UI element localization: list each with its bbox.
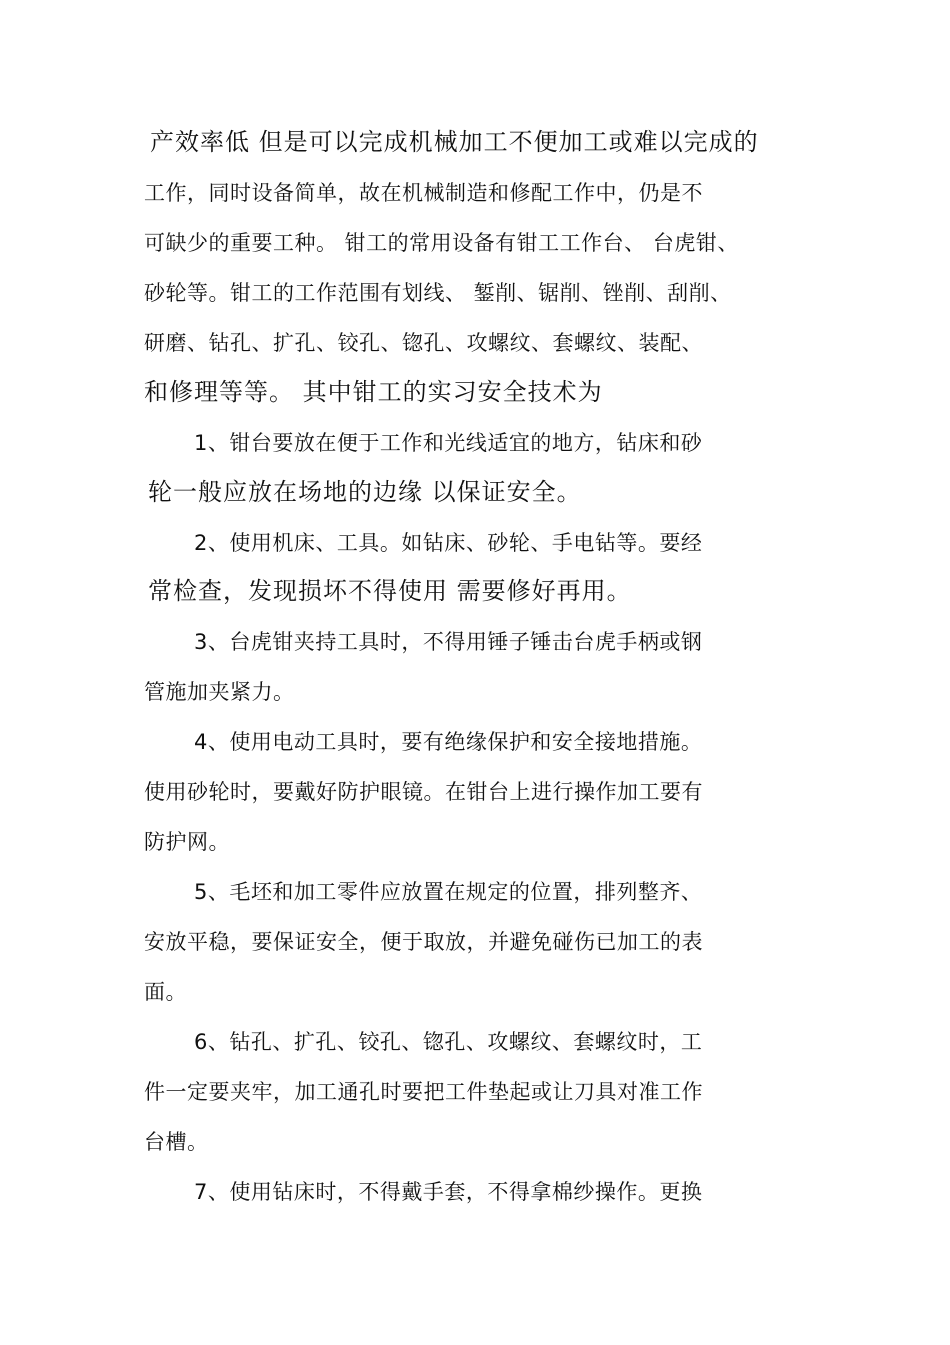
text-line-4: 砂轮等。钳工的工作范围有划线、 錾削、锯削、锉削、刮削、 bbox=[144, 281, 732, 305]
text-line-11: 3、台虎钳夹持工具时，不得用锤子锤击台虎手柄或钢 bbox=[194, 630, 703, 654]
text-line-2: 工作，同时设备简单，故在机械制造和修配工作中，仍是不 bbox=[144, 181, 703, 205]
text-line-17: 安放平稳，要保证安全，便于取放，并避免碰伤已加工的表 bbox=[144, 930, 703, 954]
text-line-19: 6、钻孔、扩孔、铰孔、锪孔、攻螺纹、套螺纹时，工 bbox=[194, 1030, 703, 1054]
text-line-14: 使用砂轮时，要戴好防护眼镜。在钳台上进行操作加工要有 bbox=[144, 780, 703, 804]
text-line-10: 常检查，发现损坏不得使用 需要修好再用。 bbox=[148, 577, 632, 605]
text-line-6: 和修理等等。 其中钳工的实习安全技术为 bbox=[144, 378, 603, 406]
text-line-1: 产效率低 但是可以完成机械加工不便加工或难以完成的 bbox=[150, 128, 759, 156]
text-line-3: 可缺少的重要工种。 钳工的常用设备有钳工工作台、 台虎钳、 bbox=[144, 231, 739, 255]
text-line-21: 台槽。 bbox=[144, 1130, 209, 1154]
text-line-8: 轮一般应放在场地的边缘 以保证安全。 bbox=[148, 478, 582, 506]
text-line-13: 4、使用电动工具时，要有绝缘保护和安全接地措施。 bbox=[194, 730, 703, 754]
text-line-15: 防护网。 bbox=[144, 830, 230, 854]
text-line-7: 1、钳台要放在便于工作和光线适宜的地方，钻床和砂 bbox=[194, 431, 703, 455]
text-line-18: 面。 bbox=[144, 980, 187, 1004]
text-line-22: 7、使用钻床时，不得戴手套，不得拿棉纱操作。更换 bbox=[194, 1180, 703, 1204]
text-line-9: 2、使用机床、工具。如钻床、砂轮、手电钻等。要经 bbox=[194, 531, 703, 555]
text-line-16: 5、毛坯和加工零件应放置在规定的位置，排列整齐、 bbox=[194, 880, 703, 904]
text-line-12: 管施加夹紧力。 bbox=[144, 680, 295, 704]
text-line-5: 研磨、钻孔、扩孔、铰孔、锪孔、攻螺纹、套螺纹、装配、 bbox=[144, 331, 703, 355]
text-line-20: 件一定要夹牢，加工通孔时要把工件垫起或让刀具对准工作 bbox=[144, 1080, 703, 1104]
